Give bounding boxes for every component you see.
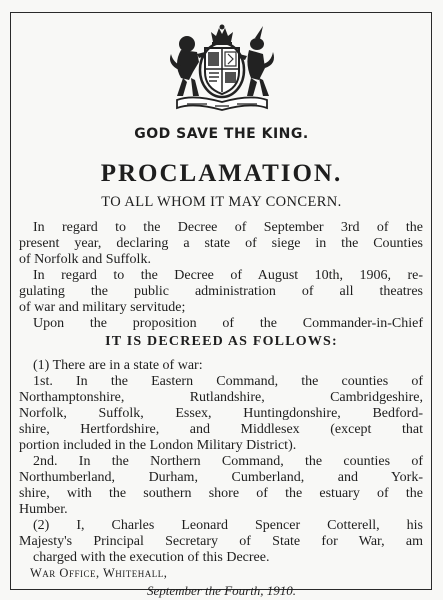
text-line: shire, Hertfordshire, and Middlesex (except that xyxy=(19,422,423,437)
issuing-office: War Office, Whitehall, xyxy=(30,566,168,580)
text-line: Humber. xyxy=(19,502,68,517)
text-line: portion included in the London Military District). xyxy=(19,438,297,453)
text-line: charged with the execution of this Decree. xyxy=(33,550,270,565)
decreed-heading: IT IS DECREED AS FOLLOWS: xyxy=(105,334,338,349)
text-line: Northumberland, Durham, Cumberland, and York- xyxy=(19,470,423,485)
motto-heading: GOD SAVE THE KING. xyxy=(134,126,309,142)
text-line: In regard to the Decree of September 3rd of the xyxy=(33,220,423,235)
text-line: 1st. In the Eastern Command, the counties of xyxy=(33,374,423,389)
text-line: (1) There are in a state of war: xyxy=(33,358,203,373)
address-line: TO ALL WHOM IT MAY CONCERN. xyxy=(101,194,342,210)
proclamation-title: PROCLAMATION. xyxy=(100,160,343,187)
text-line: Upon the proposition of the Commander-in-Chief xyxy=(33,316,423,331)
text-line: Majesty's Principal Secretary of State for War, am xyxy=(19,534,423,549)
text-line: Norfolk, Suffolk, Essex, Huntingdonshire, Bedford- xyxy=(19,406,423,421)
royal-coat-of-arms xyxy=(163,24,281,114)
text-line: In regard to the Decree of August 10th, 1906, re- xyxy=(33,268,423,283)
text-line: gulating the public administration of all theatres xyxy=(19,284,423,299)
text-line: (2) I, Charles Leonard Spencer Cotterell, his xyxy=(33,518,423,533)
text-line: of Norfolk and Suffolk. xyxy=(19,252,151,267)
text-line: of war and military servitude; xyxy=(19,300,186,315)
issue-date: September the Fourth, 1910. xyxy=(146,583,297,598)
text-line: Northamptonshire, Rutlandshire, Cambridgeshire, xyxy=(19,390,423,405)
text-line: 2nd. In the Northern Command, the counties of xyxy=(33,454,423,469)
text-line: present year, declaring a state of siege in the Counties xyxy=(19,236,423,251)
text-line: shire, with the southern shore of the estuary of the xyxy=(19,486,423,501)
